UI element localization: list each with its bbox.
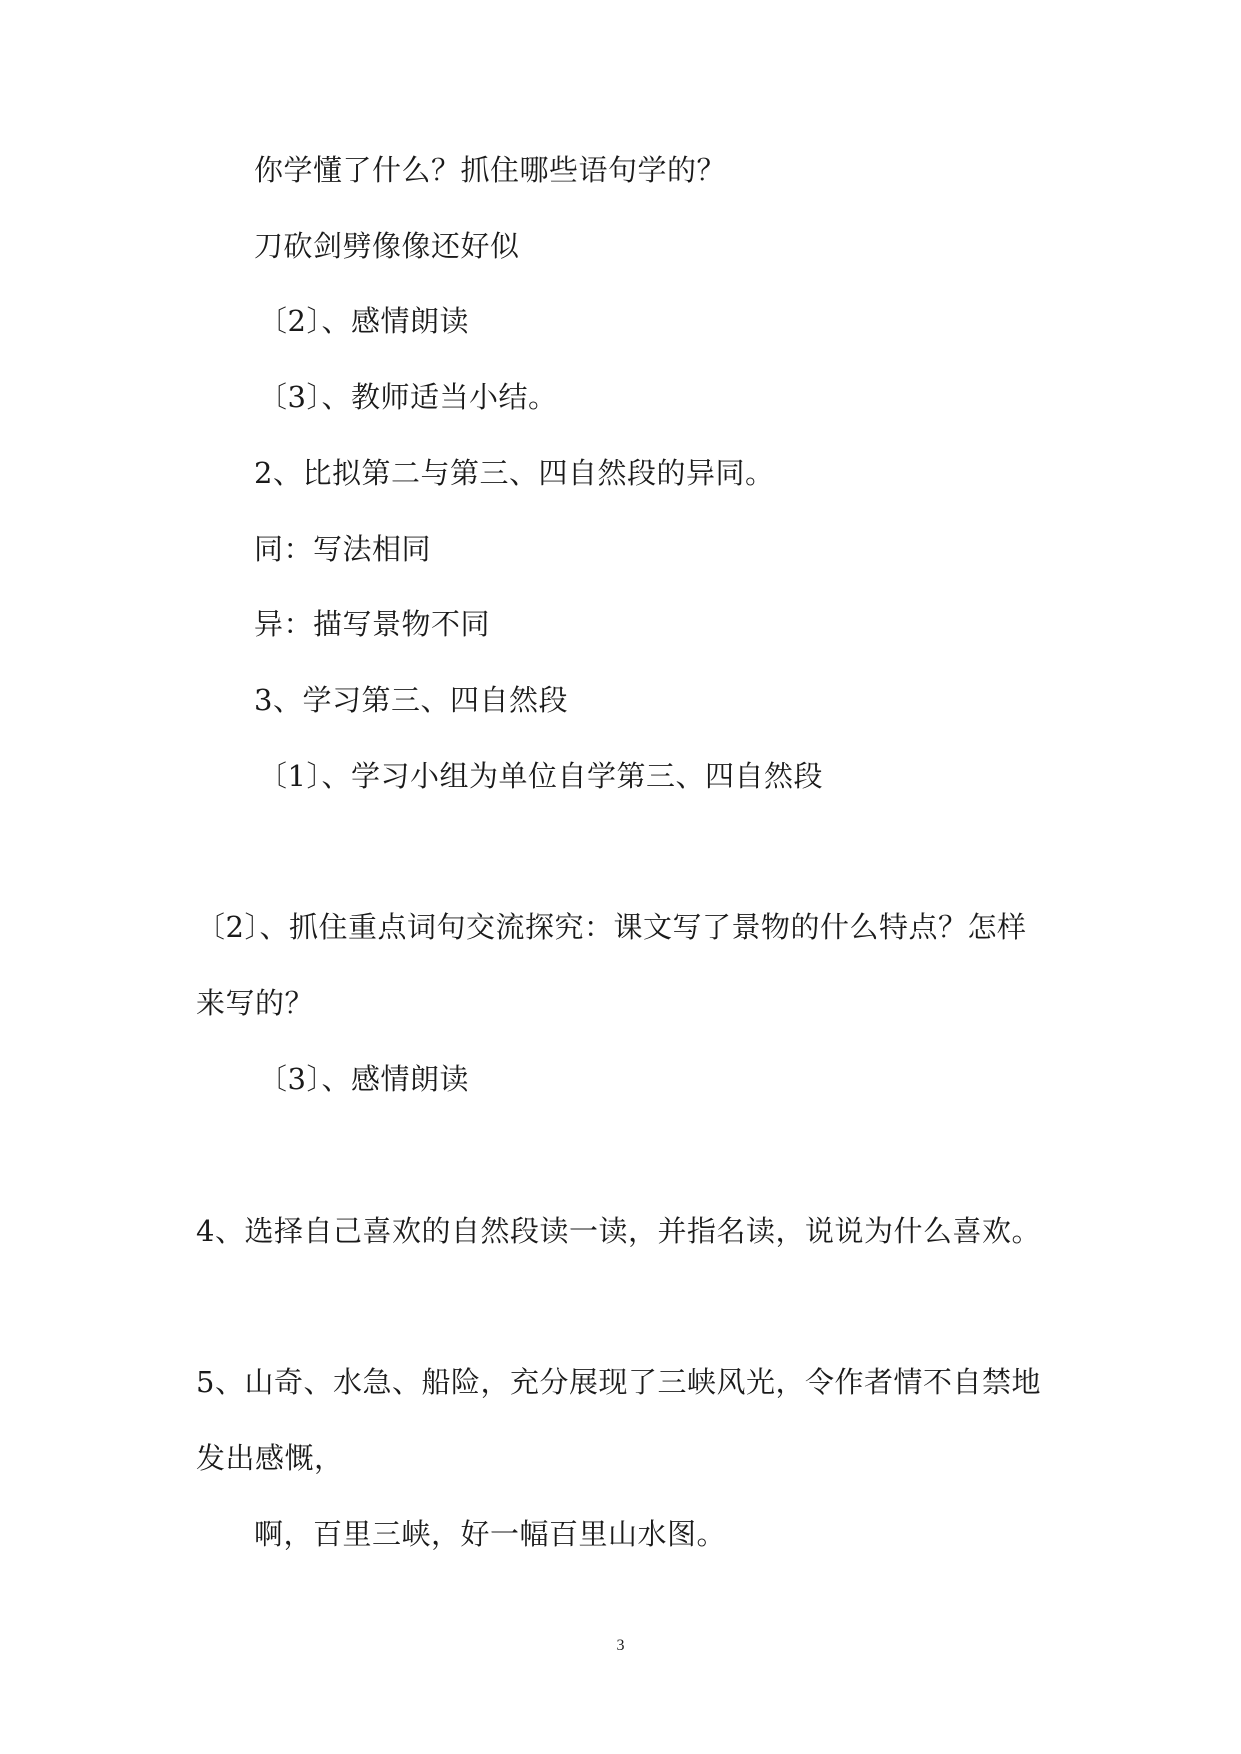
text-line: 来写的？ (196, 986, 315, 1020)
text-line: 异：描写景物不同 (254, 607, 491, 641)
text-line: 5、山奇、水急、船险，充分展现了三峡风光，令作者情不自禁地 (196, 1365, 1041, 1399)
text-line: 啊，百里三峡，好一幅百里山水图。 (254, 1517, 727, 1551)
text-line: 4、选择自己喜欢的自然段读一读，并指名读，说说为什么喜欢。 (196, 1214, 1041, 1248)
text-line: 3、学习第三、四自然段 (254, 683, 568, 717)
text-line: 刀砍剑劈像像还好似 (254, 229, 520, 263)
text-line: 〔2〕、感情朗读 (258, 304, 469, 338)
text-line: 〔3〕、教师适当小结。 (258, 380, 558, 414)
text-line: 2、比拟第二与第三、四自然段的异同。 (254, 456, 775, 490)
text-line: 〔2〕、抓住重点词句交流探究：课文写了景物的什么特点？怎样 (196, 910, 1027, 944)
text-line: 发出感慨， (196, 1441, 344, 1475)
text-line: 你学懂了什么？抓住哪些语句学的？ (254, 153, 727, 187)
page-number: 3 (616, 1637, 625, 1654)
text-line: 同：写法相同 (254, 532, 432, 566)
text-line: 〔1〕、学习小组为单位自学第三、四自然段 (258, 759, 823, 793)
text-line: 〔3〕、感情朗读 (258, 1062, 469, 1096)
